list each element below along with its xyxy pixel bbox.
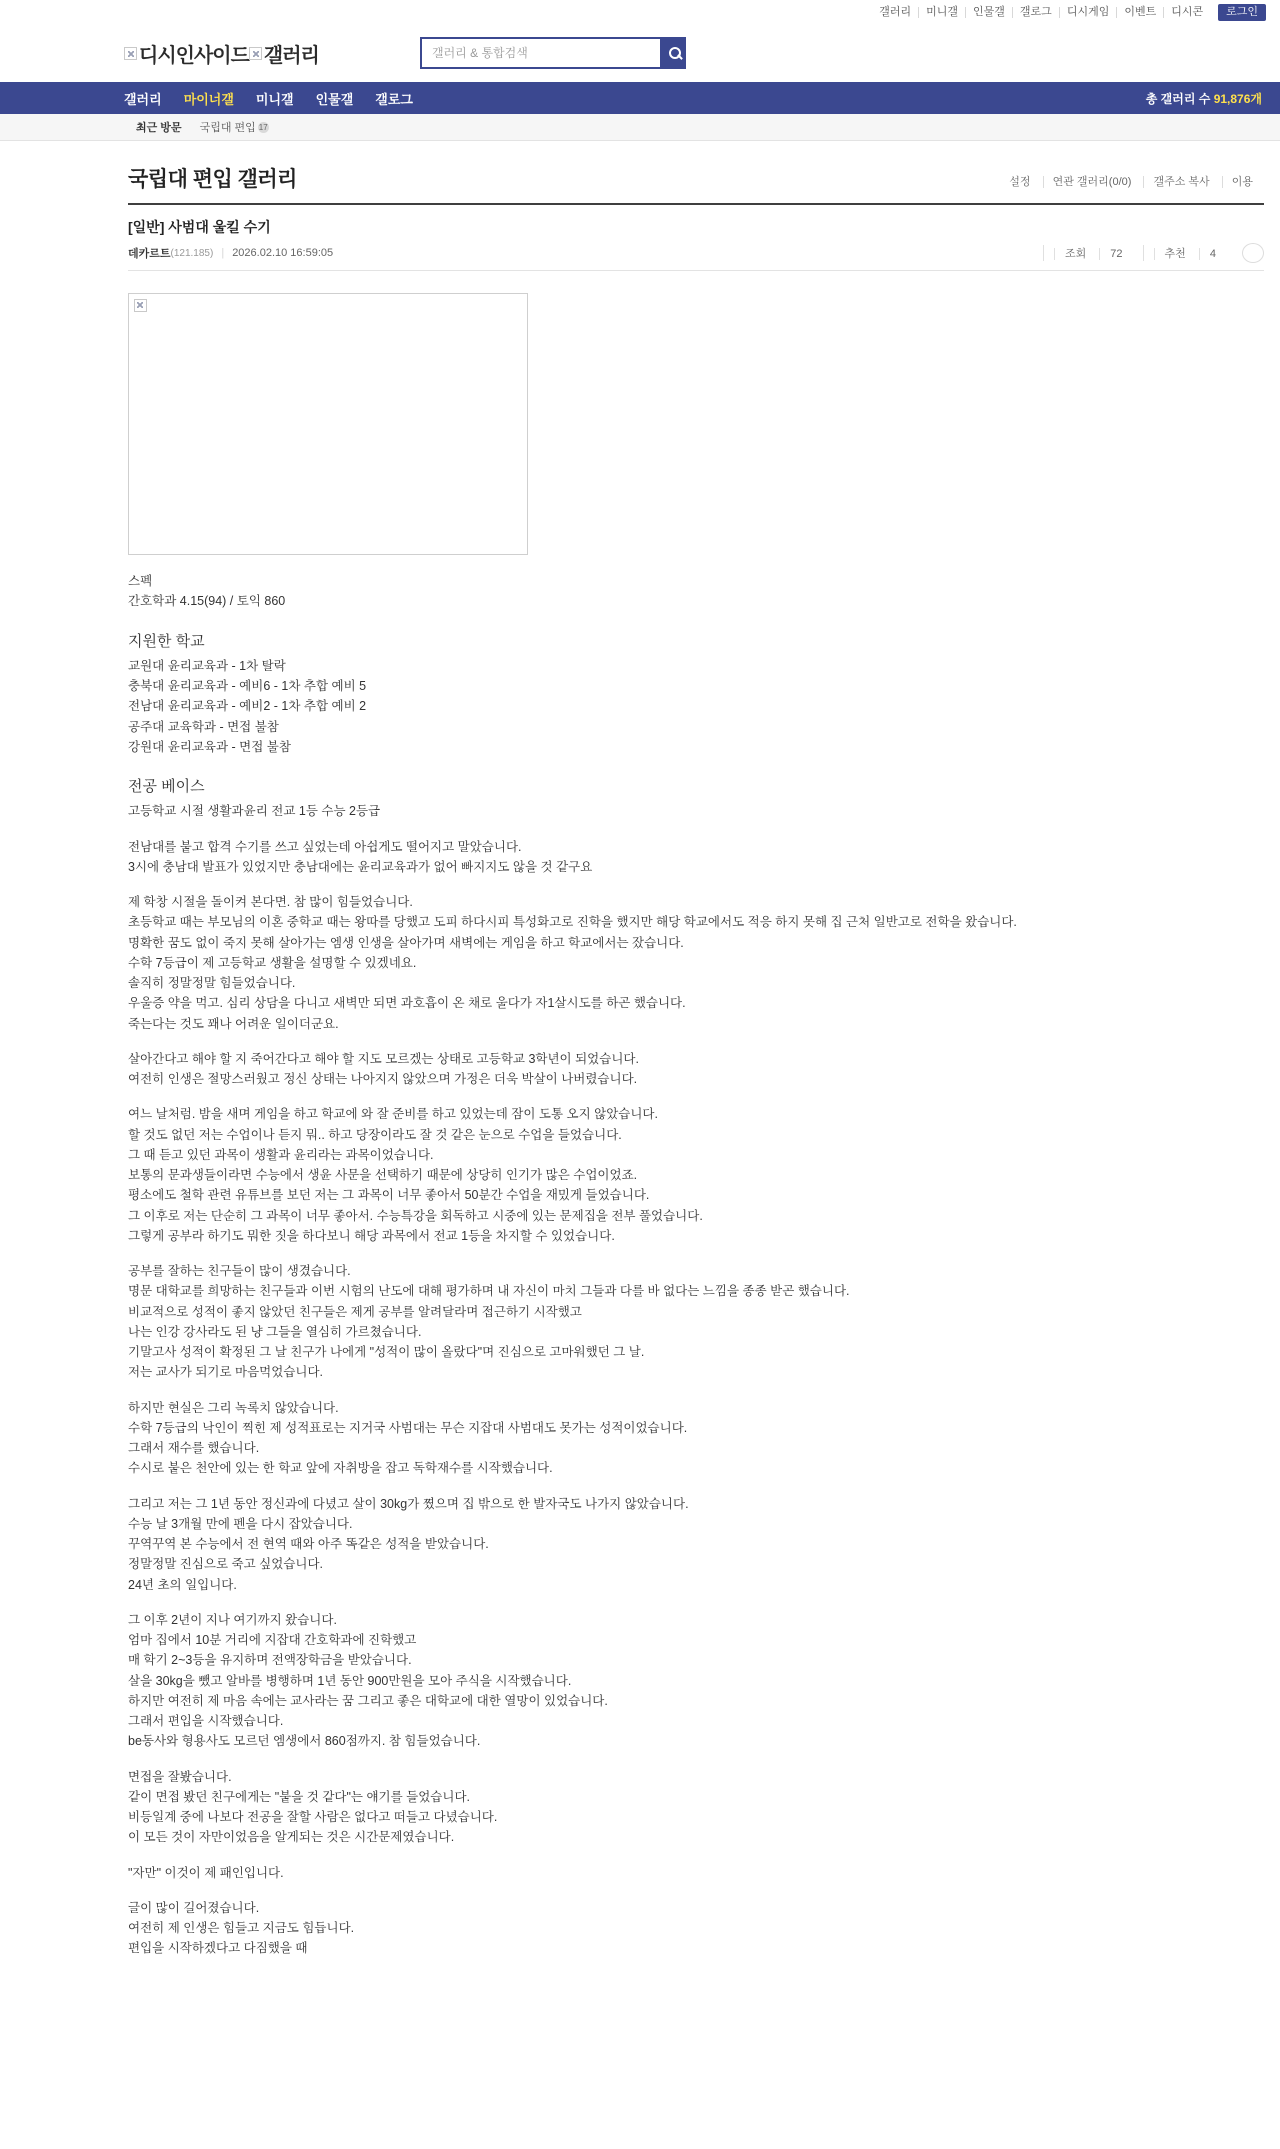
gallery-link-copy-url[interactable]: 갤주소 복사	[1143, 176, 1218, 188]
paragraph	[128, 1049, 1264, 1090]
spacer	[128, 822, 1264, 837]
paragraph-line: 수학 7등급의 낙인이 찍힌 제 성적표로는 지거국 사범대는 무슨 지잡대 사범대도 못가는 성적이었습니다.	[128, 1420, 688, 1435]
paragraph-line: 공부를 잘하는 친구들이 많이 생겼습니다.	[128, 1264, 351, 1279]
paragraph-line: 살을 30kg을 뺐고 알바를 병행하며 1년 동안 900만원을 모아 주식을 시작했습니다.	[128, 1673, 572, 1688]
logo-text-secondary: 갤러리	[263, 44, 319, 67]
spacer	[128, 1246, 1264, 1261]
paragraph-line: 초등학교 때는 부모님의 이혼 중학교 때는 왕따를 당했고 도피 하다시피 특성화고로 진학을 했지만 해당 학교에서도 적응 하지 못해 집 근처 일반고로 전학을 왔습니다.	[128, 915, 1017, 930]
paragraph-line: 할 것도 없던 저는 수업이나 듣지 뭐.. 하고 당장이라도 잘 것 같은 눈으로 수업을 들었습니다.	[128, 1127, 622, 1142]
paragraph-line: 3시에 충남대 발표가 있었지만 충남대에는 윤리교육과가 없어 빠지지도 않을 것 같구요	[128, 859, 593, 874]
login-button[interactable]: 로그인	[1218, 4, 1266, 21]
recent-visit-item[interactable]: 국립대 편입	[199, 122, 256, 134]
paragraph-line: 그렇게 공부라 하기도 뭐한 짓을 하다보니 해당 과목에서 전교 1등을 차지할 수 있었습니다.	[128, 1228, 615, 1243]
spacer	[128, 1034, 1264, 1049]
paragraph	[128, 1863, 1264, 1883]
logo-text-primary: 디시인사이드	[139, 44, 249, 67]
top-nav-link-minigal[interactable]: 미니갤	[918, 7, 965, 18]
spacer	[128, 1383, 1264, 1398]
nav-item-personagal[interactable]: 인물갤	[315, 91, 354, 107]
paragraph-line: 솔직히 정말정말 힘들었습니다.	[128, 976, 296, 991]
paragraph-line: 편입을 시작하겠다고 다짐했을 때	[128, 1941, 308, 1956]
spec-line: 간호학과 4.15(94) / 토익 860	[128, 594, 286, 609]
paragraph-line: 24년 초의 일입니다.	[128, 1577, 237, 1592]
paragraph	[128, 1398, 1264, 1479]
article-author-ip: (121.185)	[170, 247, 214, 259]
paragraph-line: 저는 교사가 되기로 마음먹었습니다.	[128, 1365, 324, 1380]
top-nav-link-personagal[interactable]: 인물갤	[965, 7, 1012, 18]
paragraph-line: 그 이후로 저는 단순히 그 과목이 너무 좋아서. 수능특강을 회독하고 시중에 있는 문제집을 전부 풀었습니다.	[128, 1208, 703, 1223]
applied-list	[128, 656, 1264, 757]
article-category: [일반]	[128, 219, 165, 235]
paragraph-line: 여전히 인생은 절망스러웠고 정신 상태는 나아지지 않았으며 가정은 더욱 박살이 나버렸습니다.	[128, 1072, 638, 1087]
search-input[interactable]	[420, 37, 660, 69]
paragraph-line: 그래서 편입을 시작했습니다.	[128, 1714, 284, 1729]
recent-visit-label: 최근 방문	[136, 122, 182, 134]
spacer	[128, 877, 1264, 892]
gallery-header	[0, 141, 1280, 203]
paragraph-line: 우울증 약을 먹고. 심리 상담을 다니고 새벽만 되면 과호흡이 온 채로 울다가 자1살시도를 하곤 했습니다.	[128, 996, 686, 1011]
nav-item-gallog[interactable]: 갤로그	[375, 91, 413, 107]
spacer	[128, 1595, 1264, 1610]
paragraph-line: 나는 인강 강사라도 된 냥 그들을 열심히 가르쳤습니다.	[128, 1324, 422, 1339]
broken-image-icon-2	[249, 47, 262, 60]
paragraph-line: 그 때 듣고 있던 과목이 생활과 윤리라는 과목이었습니다.	[128, 1147, 434, 1162]
top-nav-link-dcgame[interactable]: 디시게임	[1059, 7, 1117, 18]
paragraph	[128, 837, 1264, 878]
paragraph-line: 하지만 현실은 그리 녹록치 않았습니다.	[128, 1400, 339, 1415]
paragraph-line: 그 이후 2년이 지나 여기까지 왔습니다.	[128, 1612, 337, 1627]
site-logo[interactable]	[124, 39, 319, 68]
major-line: 고등학교 시절 생활과윤리 전교 1등 수능 2등급	[128, 804, 381, 819]
article-views	[1043, 245, 1143, 261]
applied-line: 공주대 교육학과 - 면접 불참	[128, 719, 279, 734]
recent-visit-bar	[0, 114, 1280, 141]
paragraph-line: 여느 날처럼. 밤을 새며 게임을 하고 학교에 와 잘 준비를 하고 있었는데 잠이 도통 오지 않았습니다.	[128, 1107, 658, 1122]
paragraph-line: 같이 면접 봤던 친구에게는 "붙을 것 같다"는 얘기를 들었습니다.	[128, 1789, 471, 1804]
article-recommend	[1143, 245, 1236, 261]
paragraph-line: 면접을 잘봤습니다.	[128, 1769, 232, 1784]
applied-line: 교원대 윤리교육과 - 1차 탈락	[128, 658, 286, 673]
spec-section	[128, 571, 1264, 612]
paragraph-line: 명확한 꿈도 없이 죽지 못해 살아가는 엠생 인생을 살아가며 새벽에는 게임을 하고 학교에서는 잤습니다.	[128, 935, 684, 950]
article	[128, 203, 1264, 1969]
applied-line: 전남대 윤리교육과 - 예비2 - 1차 추합 예비 2	[128, 699, 367, 714]
spacer	[128, 1089, 1264, 1104]
nav-item-minigal[interactable]: 미니갤	[255, 91, 294, 107]
paragraph-line: 이 모든 것이 자만이었음을 알게되는 것은 시간문제였습니다.	[128, 1830, 455, 1845]
site-header	[0, 24, 1280, 82]
article-meta	[128, 245, 1264, 271]
paragraph	[128, 892, 1264, 1034]
spacer	[128, 1752, 1264, 1767]
applied-line: 충북대 윤리교육과 - 예비6 - 1차 추합 예비 5	[128, 679, 367, 694]
spec-heading: 스펙	[128, 574, 153, 588]
paragraph	[128, 1767, 1264, 1848]
article-stats	[1043, 243, 1264, 263]
top-nav-link-event[interactable]: 이벤트	[1116, 7, 1163, 18]
gallery-links	[1000, 173, 1262, 189]
search-icon[interactable]	[660, 37, 686, 69]
main-nav	[0, 82, 1280, 114]
paragraph-line: 죽는다는 것도 꽤나 어려운 일이더군요.	[128, 1016, 339, 1031]
gallery-count	[1146, 90, 1262, 107]
paragraph-line: 평소에도 철학 관련 유튜브를 보던 저는 그 과목이 너무 좋아서 50분간 수업을 재밌게 들었습니다.	[128, 1188, 650, 1203]
meta-separator: |	[221, 247, 225, 259]
major-line-wrap	[128, 801, 1264, 821]
paragraph-line: 비교적으로 성적이 좋지 않았던 친구들은 제게 공부를 알려달라며 접근하기 시작했고	[128, 1304, 582, 1319]
paragraph-line: 엄마 집에서 10분 거리에 지잡대 간호학과에 진학했고	[128, 1633, 417, 1648]
paragraph-line: 수시로 붙은 천안에 있는 한 학교 앞에 자취방을 잡고 독학재수를 시작했습니다.	[128, 1461, 553, 1476]
article-recommend-value: 4	[1199, 248, 1226, 260]
gallery-link-settings[interactable]: 설정	[1009, 176, 1031, 188]
article-title	[128, 217, 1264, 245]
nav-item-gallery[interactable]: 갤러리	[124, 91, 162, 107]
article-author[interactable]: 데카르트	[128, 248, 171, 260]
spacer	[128, 1883, 1264, 1898]
article-views-label: 조회	[1054, 248, 1096, 260]
spacer	[128, 1848, 1264, 1863]
recent-visit-badge: 17	[258, 122, 268, 132]
major-heading: 전공 베이스	[128, 778, 205, 796]
article-datetime: 2026.02.10 16:59:05	[232, 247, 334, 259]
gallery-link-usage[interactable]: 이용	[1222, 176, 1262, 188]
article-body	[128, 271, 1264, 1969]
paragraph-line: 제 학창 시절을 돌이켜 본다면. 참 많이 힘들었습니다.	[128, 895, 413, 910]
page-title: 국립대 편입 갤러리	[128, 168, 297, 191]
paragraph-line: 비등일계 중에 나보다 전공을 잘할 사람은 없다고 떠들고 다녔습니다.	[128, 1810, 498, 1825]
paragraph-line: 살아간다고 해야 할 지 죽어간다고 해야 할 지도 모르겠는 상태로 고등학교 3학년이 되었습니다.	[128, 1051, 639, 1066]
article-title-text: 사범대 울킬 수기	[168, 219, 271, 235]
top-utility-bar	[0, 0, 1280, 24]
broken-image-icon	[124, 47, 137, 60]
paragraph	[128, 1104, 1264, 1246]
paragraph-line: 그래서 재수를 했습니다.	[128, 1441, 260, 1456]
paragraph-line: 수능 날 3개월 만에 펜을 다시 잡았습니다.	[128, 1516, 353, 1531]
paragraph-line: be동사와 형용사도 모르던 엠생에서 860점까지. 참 힘들었습니다.	[128, 1734, 481, 1749]
paragraph-line: 보통의 문과생들이라면 수능에서 생윤 사문을 선택하기 때문에 상당히 인기가 많은 수업이었죠.	[128, 1168, 638, 1183]
more-options-icon[interactable]	[1242, 243, 1264, 263]
gallery-link-related[interactable]: 연관 갤러리(0/0)	[1043, 176, 1141, 188]
paragraph-line: "자만" 이것이 제 패인입니다.	[128, 1865, 284, 1880]
applied-line: 강원대 윤리교육과 - 면접 불참	[128, 739, 291, 754]
top-nav-link-gallery[interactable]: 갤러리	[879, 5, 912, 18]
paragraph-line: 꾸역꾸역 본 수능에서 전 현역 때와 아주 똑같은 성적을 받았습니다.	[128, 1537, 489, 1552]
nav-item-minorgal[interactable]: 마이너갤	[183, 91, 234, 107]
paragraph-line: 명문 대학교를 희망하는 친구들과 이번 시험의 난도에 대해 평가하며 내 자신이 마치 그들과 다를 바 없다는 느낌을 종종 받곤 했습니다.	[128, 1284, 850, 1299]
article-image-placeholder	[128, 293, 528, 555]
paragraph-line: 하지만 여전히 제 마음 속에는 교사라는 꿈 그리고 좋은 대학교에 대한 열망이 있었습니다.	[128, 1693, 608, 1708]
paragraph-line: 정말정말 진심으로 죽고 싶었습니다.	[128, 1557, 324, 1572]
gallery-count-value: 91,876개	[1213, 91, 1262, 106]
paragraph-line: 그리고 저는 그 1년 동안 정신과에 다녔고 살이 30kg가 쪘으며 집 밖으로 한 발자국도 나가지 않았습니다.	[128, 1496, 689, 1511]
search-box	[420, 37, 686, 69]
paragraph-line: 전남대를 붙고 합격 수기를 쓰고 싶었는데 아쉽게도 떨어지고 말았습니다.	[128, 839, 522, 854]
paragraph-line: 매 학기 2~3등을 유지하며 전액장학금을 받았습니다.	[128, 1653, 412, 1668]
paragraph-line: 수학 7등급이 제 고등학교 생활을 설명할 수 있겠네요.	[128, 955, 417, 970]
applied-heading: 지원한 학교	[128, 632, 205, 650]
top-nav-link-dccon[interactable]: 디시콘	[1163, 7, 1210, 18]
article-recommend-label: 추천	[1154, 248, 1196, 260]
gallery-count-label: 총 갤러리 수	[1145, 91, 1214, 106]
paragraph-line: 기말고사 성적이 확정된 그 날 친구가 나에게 "성적이 많이 올랐다"며 진심으로 고마워했던 그 날.	[128, 1345, 645, 1360]
paragraph	[128, 1261, 1264, 1383]
spacer	[128, 1479, 1264, 1494]
paragraph-line: 여전히 제 인생은 힘들고 지금도 힘듭니다.	[128, 1921, 355, 1936]
paragraph	[128, 1610, 1264, 1752]
paragraph	[128, 1898, 1264, 1959]
top-nav-link-gallog[interactable]: 갤로그	[1012, 7, 1059, 18]
paragraph-line: 글이 많이 길어졌습니다.	[128, 1900, 260, 1915]
paragraph	[128, 1494, 1264, 1595]
article-views-value: 72	[1099, 248, 1132, 260]
